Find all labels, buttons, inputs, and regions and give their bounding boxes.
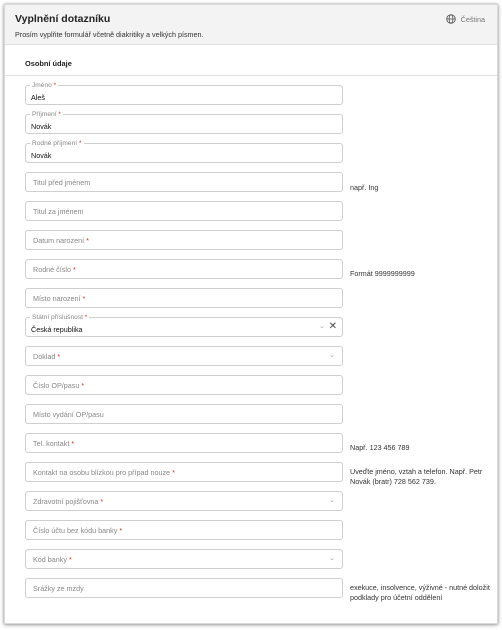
document-select[interactable] [25, 346, 343, 366]
wage-deductions-field[interactable] [25, 578, 343, 598]
health-insurance-select[interactable] [25, 491, 343, 511]
emergency-contact-field[interactable] [25, 462, 343, 482]
birth-place-placeholder: Místo narození * [33, 294, 86, 303]
wage-deductions-placeholder: Srážky ze mzdy [33, 584, 84, 593]
page-subtitle: Prosím vyplňte formulář včetně diakritiky a velkých písmen. [15, 30, 204, 39]
first-name-field[interactable] [25, 82, 343, 105]
last-name-field[interactable] [25, 111, 343, 134]
issue-place-field[interactable] [25, 404, 343, 424]
birth-number-placeholder: Rodné číslo * [33, 265, 76, 274]
id-number-placeholder: Číslo OP/pasu * [33, 381, 85, 390]
birth-number-field[interactable] [25, 259, 343, 279]
birth-date-field[interactable] [25, 230, 343, 250]
phone-placeholder: Tel. kontakt * [33, 439, 75, 448]
section-header [5, 52, 497, 76]
account-number-field[interactable] [25, 520, 343, 540]
birth-surname-field[interactable] [25, 140, 343, 163]
chevron-down-icon[interactable]: ⌄ [329, 352, 335, 359]
chevron-down-icon[interactable]: ⌄ [329, 497, 335, 504]
wage-deductions-hint: exekuce, insolvence, výživné - nutné doložit podklady pro účetní oddělení [350, 583, 490, 602]
citizenship-select[interactable] [25, 314, 343, 337]
chevron-down-icon[interactable]: ⌄ [329, 555, 335, 562]
emergency-contact-placeholder: Kontakt na osobu blízkou pro případ nouze * [33, 468, 175, 477]
form-header [5, 5, 497, 45]
account-number-placeholder: Číslo účtu bez kódu banky * [33, 526, 123, 535]
phone-field[interactable] [25, 433, 343, 453]
title-hint: např. Ing [350, 183, 379, 192]
emergency-contact-hint: Uveďte jméno, vztah a telefon. Např. Petr Novák (bratr) 728 562 739. [350, 467, 483, 486]
birth-number-hint: Formát 9999999999 [350, 269, 415, 278]
language-label: Čeština [460, 14, 485, 24]
title-before-placeholder: Titul před jménem [33, 178, 91, 187]
bank-code-placeholder: Kód banky * [33, 555, 72, 564]
first-name-label: Jméno * [32, 82, 57, 89]
birth-surname-label: Rodné příjmení * [32, 140, 82, 147]
title-after-placeholder: Titul za jménem [33, 207, 84, 216]
close-icon[interactable]: ✕ [328, 321, 337, 332]
first-name-value: Aleš [31, 93, 45, 102]
citizenship-label: Státní příslušnost * [32, 314, 88, 321]
issue-place-placeholder: Místo vydání OP/pasu [33, 410, 104, 419]
citizenship-value: Česká republika [31, 325, 83, 334]
health-insurance-placeholder: Zdravotní pojišťovna * [33, 497, 104, 506]
birth-surname-value: Novák [31, 151, 52, 160]
title-after-field[interactable] [25, 201, 343, 221]
id-number-field[interactable] [25, 375, 343, 395]
page-title: Vyplnění dotazníku [15, 13, 111, 25]
globe-icon [446, 14, 456, 24]
bank-code-select[interactable] [25, 549, 343, 569]
language-selector[interactable] [446, 14, 485, 24]
form-window [4, 4, 498, 624]
document-placeholder: Doklad * [33, 352, 61, 361]
birth-date-placeholder: Datum narození * [33, 236, 89, 245]
phone-hint: Např. 123 456 789 [350, 443, 410, 452]
section-title: Osobní údaje [25, 59, 72, 68]
birth-place-field[interactable] [25, 288, 343, 308]
chevron-down-icon[interactable]: ⌄ [319, 323, 325, 330]
last-name-value: Novák [31, 122, 52, 131]
last-name-label: Příjmení * [32, 111, 61, 118]
title-before-field[interactable] [25, 172, 343, 192]
